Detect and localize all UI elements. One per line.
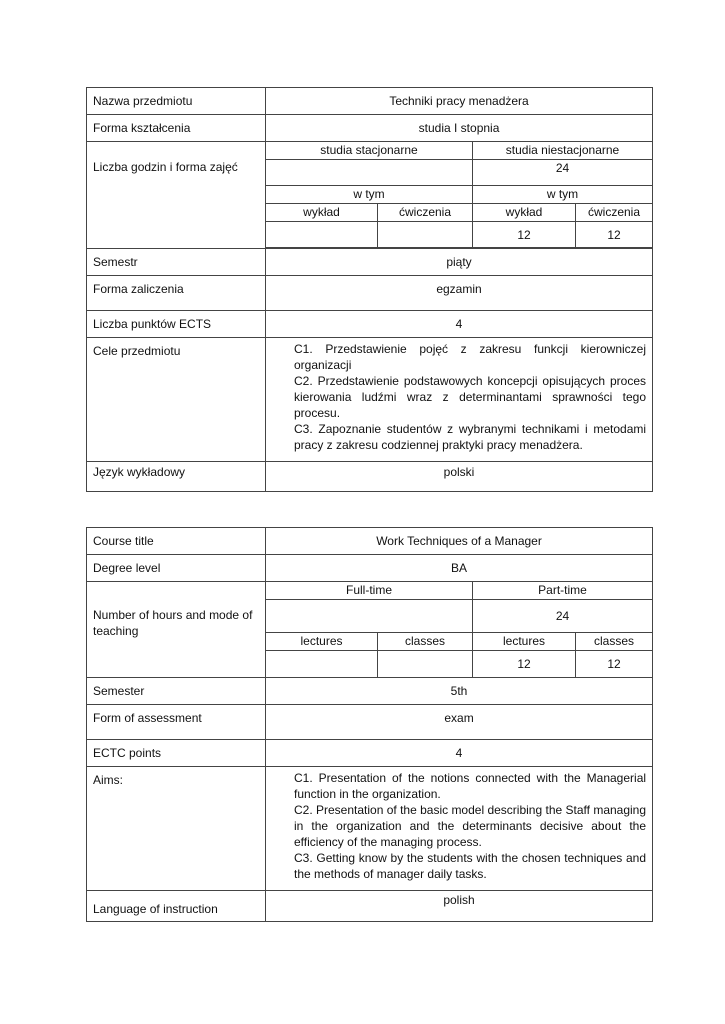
full-time-lectures-hours: [266, 651, 378, 678]
part-time-header: Part-time: [473, 582, 653, 600]
course-title-value: Work Techniques of a Manager: [266, 528, 653, 555]
nonstationary-classes-hours: 12: [576, 222, 653, 248]
hours-label: Liczba godzin i forma zajęć: [87, 142, 266, 249]
degree-level-value: BA: [266, 555, 653, 582]
stationary-classes-hours: [378, 222, 473, 248]
semester-value-en: 5th: [266, 678, 653, 705]
aim-c3: C3. Zapoznanie studentów z wybranymi technikami i metodami pracy z zakresu codziennej praktyki pracy menadżera.: [294, 422, 647, 452]
language-label: Język wykładowy: [87, 462, 266, 492]
study-form-label: Forma kształcenia: [87, 115, 266, 142]
aims-label: Cele przedmiotu: [87, 338, 266, 462]
nonstationary-lecture-hours: 12: [473, 222, 576, 248]
aim-c2: C2. Przedstawienie podstawowych koncepcji opisujących proces kierowania ludźmi wraz z determinantami sprawności tego procesu.: [294, 374, 647, 420]
assessment-value-en: exam: [266, 705, 653, 740]
assessment-label: Forma zaliczenia: [87, 276, 266, 311]
stationary-of-which: w tym: [266, 186, 473, 204]
language-label-en: Language of instruction: [87, 891, 266, 922]
ectc-value: 4: [266, 740, 653, 767]
full-time-classes-header: classes: [378, 633, 473, 651]
english-syllabus-table: [86, 527, 653, 922]
stationary-lecture-hours: [266, 222, 378, 248]
nonstationary-classes-header: ćwiczenia: [576, 204, 653, 222]
stationary-total: [266, 160, 473, 186]
nonstationary-total: 24: [473, 160, 653, 186]
nonstationary-of-which: w tym: [473, 186, 653, 204]
part-time-classes-hours: 12: [576, 651, 653, 678]
course-name-label: Nazwa przedmiotu: [87, 88, 266, 115]
aims-list-en: [266, 767, 653, 891]
hours-mode-label: Number of hours and mode of teaching: [87, 582, 266, 678]
language-value-en: polish: [266, 891, 653, 922]
aim-c2-en: C2. Presentation of the basic model describing the Staff managing in the organization and the determinants decisive about the efficiency of the managing process.: [294, 803, 647, 849]
semester-label: Semestr: [87, 249, 266, 276]
aims-list: [266, 338, 653, 462]
ects-label: Liczba punktów ECTS: [87, 311, 266, 338]
nonstationary-header: studia niestacjonarne: [473, 142, 653, 160]
semester-label-en: Semester: [87, 678, 266, 705]
assessment-label-en: Form of assessment: [87, 705, 266, 740]
assessment-value: egzamin: [266, 276, 653, 311]
part-time-lectures-header: lectures: [473, 633, 576, 651]
part-time-lectures-hours: 12: [473, 651, 576, 678]
stationary-header: studia stacjonarne: [266, 142, 473, 160]
degree-level-label: Degree level: [87, 555, 266, 582]
polish-syllabus-table: [86, 87, 653, 492]
ects-value: 4: [266, 311, 653, 338]
study-form-value: studia I stopnia: [266, 115, 653, 142]
aim-c1-en: C1. Presentation of the notions connected with the Managerial function in the organization.: [294, 771, 647, 801]
course-name-value: Techniki pracy menadżera: [266, 88, 653, 115]
full-time-lectures-header: lectures: [266, 633, 378, 651]
full-time-classes-hours: [378, 651, 473, 678]
full-time-header: Full-time: [266, 582, 473, 600]
stationary-classes-header: ćwiczenia: [378, 204, 473, 222]
course-title-label: Course title: [87, 528, 266, 555]
full-time-total: [266, 600, 473, 633]
aim-c3-en: C3. Getting know by the students with the chosen techniques and the methods of manager daily tasks.: [294, 851, 647, 881]
part-time-total: 24: [473, 600, 653, 633]
aim-c1: C1. Przedstawienie pojęć z zakresu funkcji kierowniczej organizacji: [294, 342, 647, 372]
aims-label-en: Aims:: [87, 767, 266, 891]
part-time-classes-header: classes: [576, 633, 653, 651]
language-value: polski: [266, 462, 653, 492]
stationary-lecture-header: wykład: [266, 204, 378, 222]
nonstationary-lecture-header: wykład: [473, 204, 576, 222]
ectc-label: ECTC points: [87, 740, 266, 767]
semester-value: piąty: [266, 249, 653, 276]
